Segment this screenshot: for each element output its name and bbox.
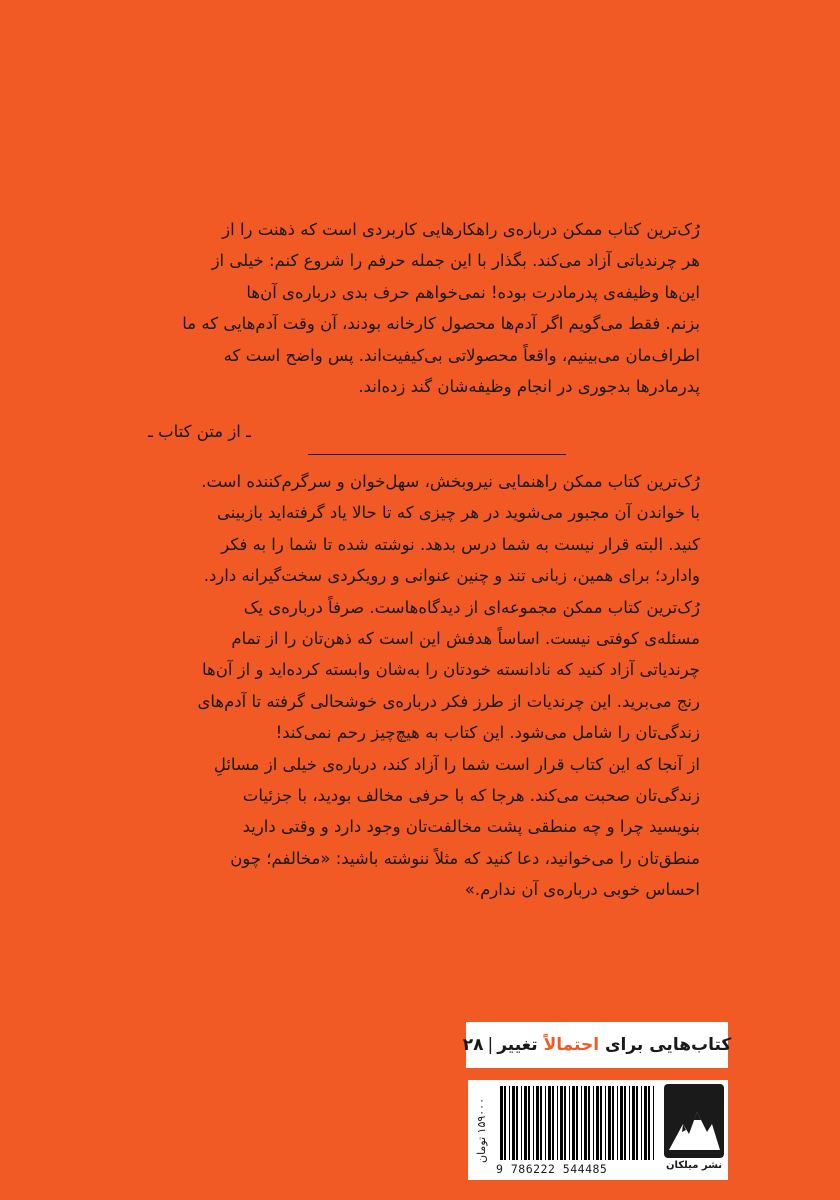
barcode-bar <box>653 1086 654 1160</box>
description-line: با خواندن آن مجبور می‌شوید در هر چیزی که تا حالا یاد گرفته‌اید بازبینی <box>217 503 700 523</box>
description-line: منطق‌تان را می‌خوانید، دعا کنید که مثلاً ننوشته باشید: «مخالفم؛ چون <box>230 848 700 868</box>
description-line: رُک‌ترین کتاب ممکن مجموعه‌ای از دیدگاه‌هاست. صرفاً درباره‌ی یک <box>243 597 700 617</box>
quote-line: این‌ها وظیفه‌ی پدرمادرت بوده! نمی‌خواهم حرف بدی درباره‌ی آن‌ها <box>246 282 700 302</box>
description-line: چرندیاتی آزاد کنید که نادانسته خودتان را به‌شان وابسته کرده‌اید و از آن‌ها <box>201 660 700 680</box>
barcode-bar <box>612 1086 614 1160</box>
quote-line: هر چرندیاتی آزاد می‌کند. بگذار با این جمله حرفم را شروع کنم: خیلی از <box>211 251 700 271</box>
mountain-logo-icon <box>664 1084 724 1158</box>
barcode-bar <box>588 1086 590 1160</box>
publisher-logo <box>664 1084 724 1176</box>
barcode-bar <box>504 1086 506 1160</box>
series-highlight: احتمالاً <box>543 1035 600 1055</box>
barcode-icon <box>498 1086 658 1160</box>
barcode-bar <box>600 1086 602 1160</box>
description-line: از آنجا که این کتاب قرار است شما را آزاد کند، درباره‌ی خیلی از مسائلِ <box>213 754 700 774</box>
description-paragraph <box>148 466 700 906</box>
barcode-bar <box>528 1086 530 1160</box>
barcode-bar <box>533 1086 534 1160</box>
barcode-bar <box>593 1086 594 1160</box>
barcode-bar <box>524 1086 527 1160</box>
barcode-bar <box>552 1086 554 1160</box>
series-suffix: تغییر <box>497 1035 538 1055</box>
barcode-bar <box>536 1086 539 1160</box>
quote-line: رُک‌ترین کتاب ممکن درباره‌ی راهکارهایی کاربردی است که ذهنت را از <box>222 220 700 239</box>
barcode-bar <box>512 1086 515 1160</box>
description-line: وادارد؛ برای همین، زبانی تند و چنین عنوانی و رویکردی سخت‌گیرانه دارد. <box>203 566 700 586</box>
description-line: احساس خوبی درباره‌ی آن ندارم.» <box>464 880 700 900</box>
quote-source: ـ از متن کتاب ـ <box>148 422 251 441</box>
quote-line: بزنم. فقط می‌گویم اگر آدم‌ها محصول کارخانه بودند، آن وقت آدم‌هایی که ما <box>182 314 700 334</box>
barcode-panel <box>468 1080 728 1180</box>
quote-paragraph <box>148 214 700 402</box>
barcode-bar <box>545 1086 546 1160</box>
barcode-bar <box>617 1086 618 1160</box>
barcode-bar <box>516 1086 518 1160</box>
barcode-bar <box>605 1086 606 1160</box>
description-line: رُک‌ترین کتاب ممکن راهنمایی نیروبخش، سهل‌خوان و سرگرم‌کننده است. <box>201 472 700 491</box>
barcode-bar <box>557 1086 558 1160</box>
price-label <box>468 1080 494 1180</box>
barcode-bar <box>624 1086 626 1160</box>
barcode-bar <box>572 1086 575 1160</box>
barcode-bar <box>641 1086 642 1160</box>
description-line: کنید. البته قرار نیست به شما درس بدهد. نوشته شده تا شما را به فکر <box>221 534 700 554</box>
barcode-bar <box>629 1086 630 1160</box>
series-separator: | <box>487 1035 494 1055</box>
barcode-bar <box>608 1086 611 1160</box>
barcode-bar <box>632 1086 635 1160</box>
barcode-bar <box>548 1086 551 1160</box>
description-line: بنویسید چرا و چه منطقی پشت مخالفت‌تان وجود دارد و وقتی دارید <box>242 817 700 837</box>
series-label <box>462 1022 732 1068</box>
quote-line: اطراف‌مان می‌بینیم، واقعاً محصولاتی بی‌کیفیت‌اند. پس واضح است که <box>223 345 700 365</box>
series-number: ۲۸ <box>462 1035 484 1055</box>
barcode-bar <box>581 1086 582 1160</box>
description-line: مسئله‌ی کوفتی نیست. اساساً هدفش این است که ذهن‌تان را از تمام <box>231 629 700 649</box>
barcode-bar <box>569 1086 570 1160</box>
description-line: زندگی‌تان صحبت می‌کند. هرجا که با حرفی مخالف بودید، با جزئیات <box>242 786 700 806</box>
barcode-bar <box>540 1086 542 1160</box>
barcode-bar <box>509 1086 510 1160</box>
publisher-name: نشر میلکان <box>665 1160 723 1171</box>
barcode-bar <box>564 1086 566 1160</box>
barcode-bar <box>636 1086 638 1160</box>
barcode-bar <box>648 1086 650 1160</box>
barcode-bar <box>620 1086 623 1160</box>
divider <box>308 454 566 455</box>
description-line: رنج می‌برید. این چرندیات از طرز فکر درباره‌ی خوشحالی گرفته تا آدم‌های <box>197 691 700 711</box>
description-line: زندگی‌تان را شامل می‌شود. این کتاب به هیچ‌چیز رحم نمی‌کند! <box>275 723 700 743</box>
barcode-bar <box>596 1086 599 1160</box>
barcode-bar <box>576 1086 578 1160</box>
barcode-bar <box>521 1086 522 1160</box>
barcode-bar <box>584 1086 587 1160</box>
quote-line: پدرمادرها بدجوری در انجام وظیفه‌شان گند زده‌اند. <box>358 377 700 397</box>
series-prefix: کتاب‌هایی برای <box>604 1035 732 1055</box>
barcode-bar <box>644 1086 647 1160</box>
barcode-bar <box>560 1086 563 1160</box>
isbn-number: 9 786222 544485 <box>496 1162 608 1176</box>
price-text: ۱۵۹۰۰۰ تومان <box>474 1097 488 1163</box>
barcode-bar <box>500 1086 503 1160</box>
